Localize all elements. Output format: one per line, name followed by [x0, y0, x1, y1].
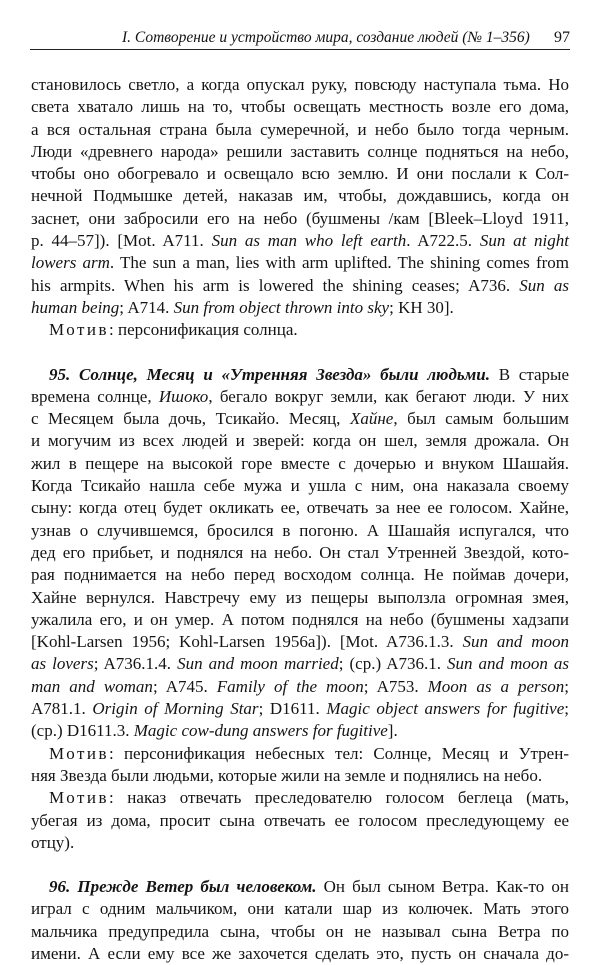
italic-text: Sun as: [519, 275, 569, 295]
section-heading-line: [31, 364, 569, 386]
text-segment: : персонификация солнца.: [109, 320, 298, 340]
text-segment: . A722.5.: [406, 231, 480, 251]
text-segment: няя Звезда были людьми, которые жили на земле и поднялись на небо.: [31, 765, 543, 785]
text-line: [31, 520, 569, 542]
italic-text: as lovers: [31, 654, 94, 674]
italic-text: Origin of Morning Star: [92, 699, 259, 719]
motif-line: [31, 787, 569, 809]
text-segment: отцу).: [31, 832, 75, 852]
text-line: [31, 943, 569, 965]
text-line: [31, 74, 569, 96]
text-line: [31, 698, 569, 720]
text-segment: света хватало лишь на то, чтобы освещать местность возле его дома,: [31, 97, 569, 117]
text-segment: ужалила его, и он умер. А потом поднялся на небо (бушмены хадзапи: [31, 609, 569, 629]
text-segment: Когда Тсикайо нашла себе мужа и ушла с ним, она наказала своему: [31, 476, 569, 496]
text-line: [31, 921, 569, 943]
text-segment: и могучим из всех людей и зверей: когда он шел, земля дрожала. Он: [31, 431, 569, 451]
page-number: 97: [554, 29, 570, 46]
text-line: [31, 720, 569, 742]
motif-label: Мотив: [49, 788, 110, 808]
text-line: [31, 497, 569, 519]
text-segment: Хайне вернулся. Навстречу ему из пещеры выползла огромная змея,: [31, 587, 569, 607]
text-line: [31, 832, 569, 854]
text-segment: становилось светло, а когда опускал руку, повсюду наступала тьма. Но: [31, 75, 569, 94]
motif-label: Мотив: [49, 320, 110, 340]
text-segment: имени. А если ему все же захочется сделать это, пусть он сначала до-: [31, 943, 569, 963]
text-segment: ; A745.: [152, 676, 217, 696]
text-segment: : персонификация небесных тел: Солнце, Месяц и Утрен-: [109, 743, 569, 763]
text-line: [31, 119, 569, 141]
text-segment: his armpits. When his arm is lowered the shining ceases; A736.: [31, 275, 520, 295]
text-segment: времена солнце,: [31, 386, 159, 406]
motif-label: Мотив: [49, 743, 110, 763]
motif-line: [31, 743, 569, 765]
text-line: [31, 542, 569, 564]
italic-text: human being: [31, 297, 120, 317]
running-title: I. Сотворение и устройство мира, создание людей (№ 1–356): [122, 29, 530, 46]
italic-text: Sun as man who left earth: [211, 231, 407, 251]
text-line: [31, 163, 569, 185]
italic-text: man and woman: [31, 676, 153, 696]
text-segment: убегая из дома, просит сына отвечать ее голосом преследующему ее: [31, 810, 569, 830]
text-segment: ;: [564, 676, 569, 696]
italic-text: Magic cow-dung answers for fugitive: [133, 721, 388, 741]
running-header: [30, 16, 570, 50]
text-line: [31, 587, 569, 609]
text-segment: мальчика предупредила сына, чтобы он не называл сына Ветра по: [31, 921, 569, 941]
text-segment: A781.1.: [31, 699, 93, 719]
text-segment: Люди «древнего народа» решили заставить солнце подняться на небо,: [31, 141, 569, 161]
text-segment: с Месяцем была дочь, Тсикайо. Месяц,: [31, 409, 350, 429]
italic-text: Sun and moon as: [447, 654, 569, 674]
text-line: [31, 208, 569, 230]
text-segment: [Kohl-Larsen 1956; Kohl-Larsen 1956a]). [Mot. A736.1.3.: [31, 632, 463, 652]
text-line: [31, 185, 569, 207]
text-line: [31, 631, 569, 653]
heading-text: 96. Прежде Ветер был человеком.: [49, 877, 317, 897]
text-segment: играл с одним мальчиком, они катали шар из колючек. Мать этого: [31, 899, 569, 919]
text-line: [31, 676, 569, 698]
heading-text: 95. Солнце, Месяц и «Утренняя Звезда» были людьми.: [49, 364, 491, 384]
text-line: [31, 275, 569, 297]
text-segment: : наказ отвечать преследователю голосом беглеца (мать,: [109, 788, 569, 808]
text-line: [31, 653, 569, 675]
text-segment: ; D1611.: [258, 699, 327, 719]
text-line: [31, 898, 569, 920]
text-segment: Он был сыном Ветра. Как-то он: [316, 877, 569, 897]
text-segment: рая поднимается на небо перед восходом солнца. Не поймав дочери,: [31, 565, 569, 585]
text-segment: . The sun a man, lies with arm uplifted. The shining comes from: [109, 253, 569, 273]
text-line: [31, 297, 569, 319]
page-body: [31, 74, 569, 965]
header-rule: [30, 49, 570, 50]
text-line: [31, 564, 569, 586]
text-line: [31, 453, 569, 475]
text-segment: а вся остальная страна была сумеречной, и небо было тогда черным.: [31, 119, 569, 139]
motif-line: [31, 319, 569, 341]
italic-text: Moon as a person: [427, 676, 565, 696]
text-line: [31, 141, 569, 163]
text-line: [31, 230, 569, 252]
text-segment: ; A736.1.4.: [93, 654, 178, 674]
italic-text: Family of the moon: [216, 676, 364, 696]
italic-text: Ишоко: [158, 386, 209, 406]
text-line: [31, 765, 569, 787]
section-gap: [31, 854, 569, 876]
italic-text: Sun and moon: [462, 632, 569, 652]
text-segment: p. 44–57]). [Mot. A711.: [31, 231, 212, 251]
text-segment: , был самым большим: [393, 409, 569, 429]
section-gap: [31, 342, 569, 364]
text-segment: нечной Подмышке детей, наказав им, чтобы, дождавшись, когда он: [31, 186, 569, 206]
text-segment: ; A753.: [363, 676, 428, 696]
text-segment: заснет, они забросили его на небо (бушмены /кам [Bleek–Lloyd 1911,: [31, 208, 569, 228]
text-segment: узнав о случившемся, бросился в погоню. А Шашайя испугался, что: [31, 520, 569, 540]
text-line: [31, 609, 569, 631]
text-segment: ;: [564, 699, 569, 719]
text-line: [31, 810, 569, 832]
text-segment: В старые: [490, 364, 569, 384]
text-segment: , бегало вокруг земли, как бегают люди. У них: [208, 386, 569, 406]
text-segment: ; (cp.) A736.1.: [338, 654, 448, 674]
italic-text: Sun and moon married: [177, 654, 339, 674]
text-segment: чтобы оно обогревало и освещало всю землю. И они послали к Сол-: [31, 164, 569, 184]
text-segment: сыну: когда отец будет окликать ее, отвечать за нее ее голосом. Хайне,: [31, 498, 569, 518]
italic-text: Sun from object thrown into sky: [173, 297, 390, 317]
text-segment: жил в пещере на высокой горе вместе с дочерью и внуком Шашайя.: [31, 453, 569, 473]
text-line: [31, 475, 569, 497]
italic-text: lowers arm: [31, 253, 110, 273]
text-line: [31, 408, 569, 430]
italic-text: Sun at night: [479, 231, 569, 251]
text-line: [31, 430, 569, 452]
section-heading-line: [31, 876, 569, 898]
text-line: [31, 386, 569, 408]
text-segment: ].: [387, 721, 398, 741]
italic-text: Хайне: [349, 409, 394, 429]
text-line: [31, 96, 569, 118]
text-segment: ; KH 30].: [389, 297, 454, 317]
text-segment: (cp.) D1611.3.: [31, 721, 134, 741]
text-line: [31, 252, 569, 274]
text-segment: ; A714.: [119, 297, 174, 317]
text-segment: дед его прибьет, и поднялся на небо. Он стал Утренней Звездой, кото-: [31, 542, 569, 562]
italic-text: Magic object answers for fugitive: [326, 699, 565, 719]
